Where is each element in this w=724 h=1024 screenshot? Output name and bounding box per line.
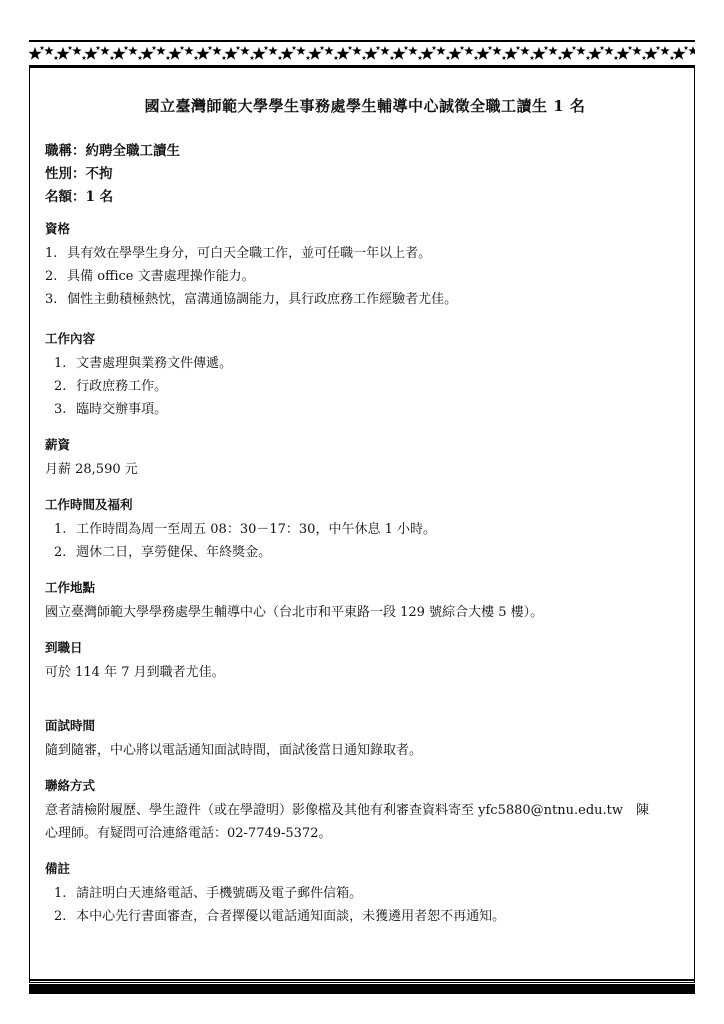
small-star-icon	[446, 56, 451, 60]
small-star-icon	[348, 46, 353, 50]
star-icon	[364, 47, 377, 60]
small-star-icon	[600, 46, 605, 50]
star-icon	[688, 46, 695, 55]
star-icon	[604, 46, 614, 55]
list-text: 臨時交辦事項。	[76, 402, 168, 417]
small-star-icon	[572, 46, 577, 50]
star-icon	[448, 47, 461, 60]
list-number: 1.	[54, 886, 67, 901]
star-icon	[72, 46, 82, 55]
star-icon	[324, 46, 334, 55]
small-star-icon	[530, 56, 535, 60]
star-icon	[212, 46, 222, 55]
list-item	[45, 288, 685, 311]
position-field: 職稱：約聘全職工讀生	[45, 143, 180, 159]
list-text: 個性主動積極熱忱，富溝通協調能力，具行政庶務工作經驗者尤佳。	[67, 292, 458, 307]
star-icon	[100, 46, 110, 55]
location-text: 國立臺灣師範大學學務處學生輔導中心（台北市和平東路一段 129 號綜合大樓 5 樓）。	[45, 605, 544, 620]
star-icon	[44, 46, 54, 55]
list-item	[45, 265, 685, 288]
list-item	[45, 905, 685, 928]
hours-list	[45, 518, 685, 564]
list-item	[45, 398, 685, 421]
small-star-icon	[54, 56, 59, 60]
star-icon	[392, 47, 405, 60]
star-icon	[588, 47, 601, 60]
contact-heading: 聯絡方式	[45, 778, 96, 793]
location-heading: 工作地點	[45, 580, 96, 595]
star-icon	[492, 46, 502, 55]
small-star-icon	[96, 46, 101, 50]
list-number: 2.	[54, 545, 67, 560]
bottom-border-bar	[29, 984, 695, 994]
small-star-icon	[376, 46, 381, 50]
list-number: 3.	[54, 402, 67, 417]
star-icon	[252, 47, 265, 60]
list-number: 1.	[45, 246, 58, 261]
list-item	[45, 518, 685, 541]
notes-list	[45, 882, 685, 928]
small-star-icon	[334, 56, 339, 60]
star-icon	[380, 46, 390, 55]
small-star-icon	[656, 46, 661, 50]
salary-text: 月薪 28,590 元	[45, 462, 138, 477]
interview-heading: 面試時間	[45, 718, 96, 733]
small-star-icon	[236, 46, 241, 50]
duties-list	[45, 352, 685, 421]
small-star-icon	[516, 46, 521, 50]
star-icon	[280, 47, 293, 60]
star-icon	[128, 46, 138, 55]
star-icon	[156, 46, 166, 55]
star-icon	[336, 47, 349, 60]
start-date-text: 可於 114 年 7 月到職者尤佳。	[45, 665, 225, 680]
notes-heading: 備註	[45, 861, 71, 876]
small-star-icon	[544, 46, 549, 50]
star-icon	[576, 46, 586, 55]
star-icon	[268, 46, 278, 55]
list-number: 2.	[54, 909, 67, 924]
contact-text-line-1: 意者請檢附履歷、學生證件（或在學證明）影像檔及其他有利審查資料寄至 yfc5880@ntnu.edu.tw 陳	[45, 803, 649, 818]
star-icon	[464, 46, 474, 55]
small-star-icon	[138, 56, 143, 60]
star-icon	[224, 47, 237, 60]
list-number: 2.	[54, 379, 67, 394]
small-star-icon	[670, 56, 675, 60]
star-icon	[84, 47, 97, 60]
small-star-icon	[180, 46, 185, 50]
small-star-icon	[166, 56, 171, 60]
star-icon	[140, 47, 153, 60]
star-icon	[476, 47, 489, 60]
salary-heading: 薪資	[45, 437, 71, 452]
small-star-icon	[306, 56, 311, 60]
star-icon	[196, 47, 209, 60]
job-posting	[45, 95, 685, 928]
list-number: 2.	[45, 269, 58, 284]
small-star-icon	[250, 56, 255, 60]
small-star-icon	[124, 46, 129, 50]
star-icon	[112, 47, 125, 60]
star-icon	[560, 47, 573, 60]
star-icon	[520, 46, 530, 55]
small-star-icon	[474, 56, 479, 60]
star-icon	[308, 47, 321, 60]
star-icon	[632, 46, 642, 55]
list-item	[45, 242, 685, 265]
quota-field: 名額：1 名	[45, 189, 114, 205]
small-star-icon	[152, 46, 157, 50]
star-icon	[644, 47, 657, 60]
list-number: 1.	[54, 356, 67, 371]
gender-field: 性別：不拘	[45, 166, 113, 182]
small-star-icon	[684, 46, 689, 50]
start-date-heading: 到職日	[45, 640, 83, 655]
small-star-icon	[642, 56, 647, 60]
small-star-icon	[222, 56, 227, 60]
list-text: 具備 office 文書處理操作能力。	[67, 269, 255, 284]
star-icon	[296, 46, 306, 55]
qualifications-heading: 資格	[45, 221, 71, 236]
small-star-icon	[320, 46, 325, 50]
contact-text-line-2: 心理師。有疑問可洽連絡電話：02-7749-5372。	[45, 826, 332, 841]
star-icon	[56, 47, 69, 60]
small-star-icon	[488, 46, 493, 50]
small-star-icon	[208, 46, 213, 50]
small-star-icon	[418, 56, 423, 60]
star-icon	[436, 46, 446, 55]
small-star-icon	[390, 56, 395, 60]
list-number: 1.	[54, 522, 67, 537]
small-star-icon	[586, 56, 591, 60]
small-star-icon	[362, 56, 367, 60]
list-number: 3.	[45, 292, 58, 307]
small-star-icon	[110, 56, 115, 60]
star-icon	[184, 46, 194, 55]
small-star-icon	[82, 56, 87, 60]
small-star-icon	[404, 46, 409, 50]
star-icon	[408, 46, 418, 55]
list-item	[45, 352, 685, 375]
small-star-icon	[264, 46, 269, 50]
interview-text: 隨到隨審，中心將以電話通知面試時間，面試後當日通知錄取者。	[45, 743, 423, 758]
page-title: 國立臺灣師範大學學生事務處學生輔導中心誠徵全職工讀生 1 名	[144, 97, 586, 115]
small-star-icon	[558, 56, 563, 60]
small-star-icon	[614, 56, 619, 60]
star-icon	[29, 47, 42, 60]
small-star-icon	[292, 46, 297, 50]
star-icon	[504, 47, 517, 60]
star-icon	[672, 47, 685, 60]
list-item	[45, 882, 685, 905]
list-text: 請註明白天連絡電話、手機號碼及電子郵件信箱。	[76, 886, 363, 901]
star-icon	[420, 47, 433, 60]
list-text: 週休二日，享勞健保、年終獎金。	[76, 545, 272, 560]
star-icon	[240, 46, 250, 55]
star-icon	[616, 47, 629, 60]
small-star-icon	[502, 56, 507, 60]
list-text: 本中心先行書面審查，合者擇優以電話通知面談，未獲遴用者恕不再通知。	[76, 909, 506, 924]
list-text: 文書處理與業務文件傳遞。	[76, 356, 233, 371]
small-star-icon	[40, 46, 45, 50]
small-star-icon	[628, 46, 633, 50]
small-star-icon	[460, 46, 465, 50]
small-star-icon	[68, 46, 73, 50]
small-star-icon	[194, 56, 199, 60]
star-icon	[660, 46, 670, 55]
star-icon	[532, 47, 545, 60]
list-item	[45, 375, 685, 398]
star-border-decoration	[29, 40, 695, 68]
small-star-icon	[432, 46, 437, 50]
list-text: 行政庶務工作。	[76, 379, 168, 394]
star-icon	[548, 46, 558, 55]
list-item	[45, 541, 685, 564]
qualifications-list	[45, 242, 685, 311]
list-text: 工作時間為周一至周五 08：30－17：30，中午休息 1 小時。	[76, 522, 436, 537]
star-icon	[168, 47, 181, 60]
small-star-icon	[278, 56, 283, 60]
hours-heading: 工作時間及福利	[45, 497, 133, 512]
duties-heading: 工作內容	[45, 331, 96, 346]
star-icon	[352, 46, 362, 55]
list-text: 具有效在學學生身分，可白天全職工作，並可任職一年以上者。	[67, 246, 432, 261]
